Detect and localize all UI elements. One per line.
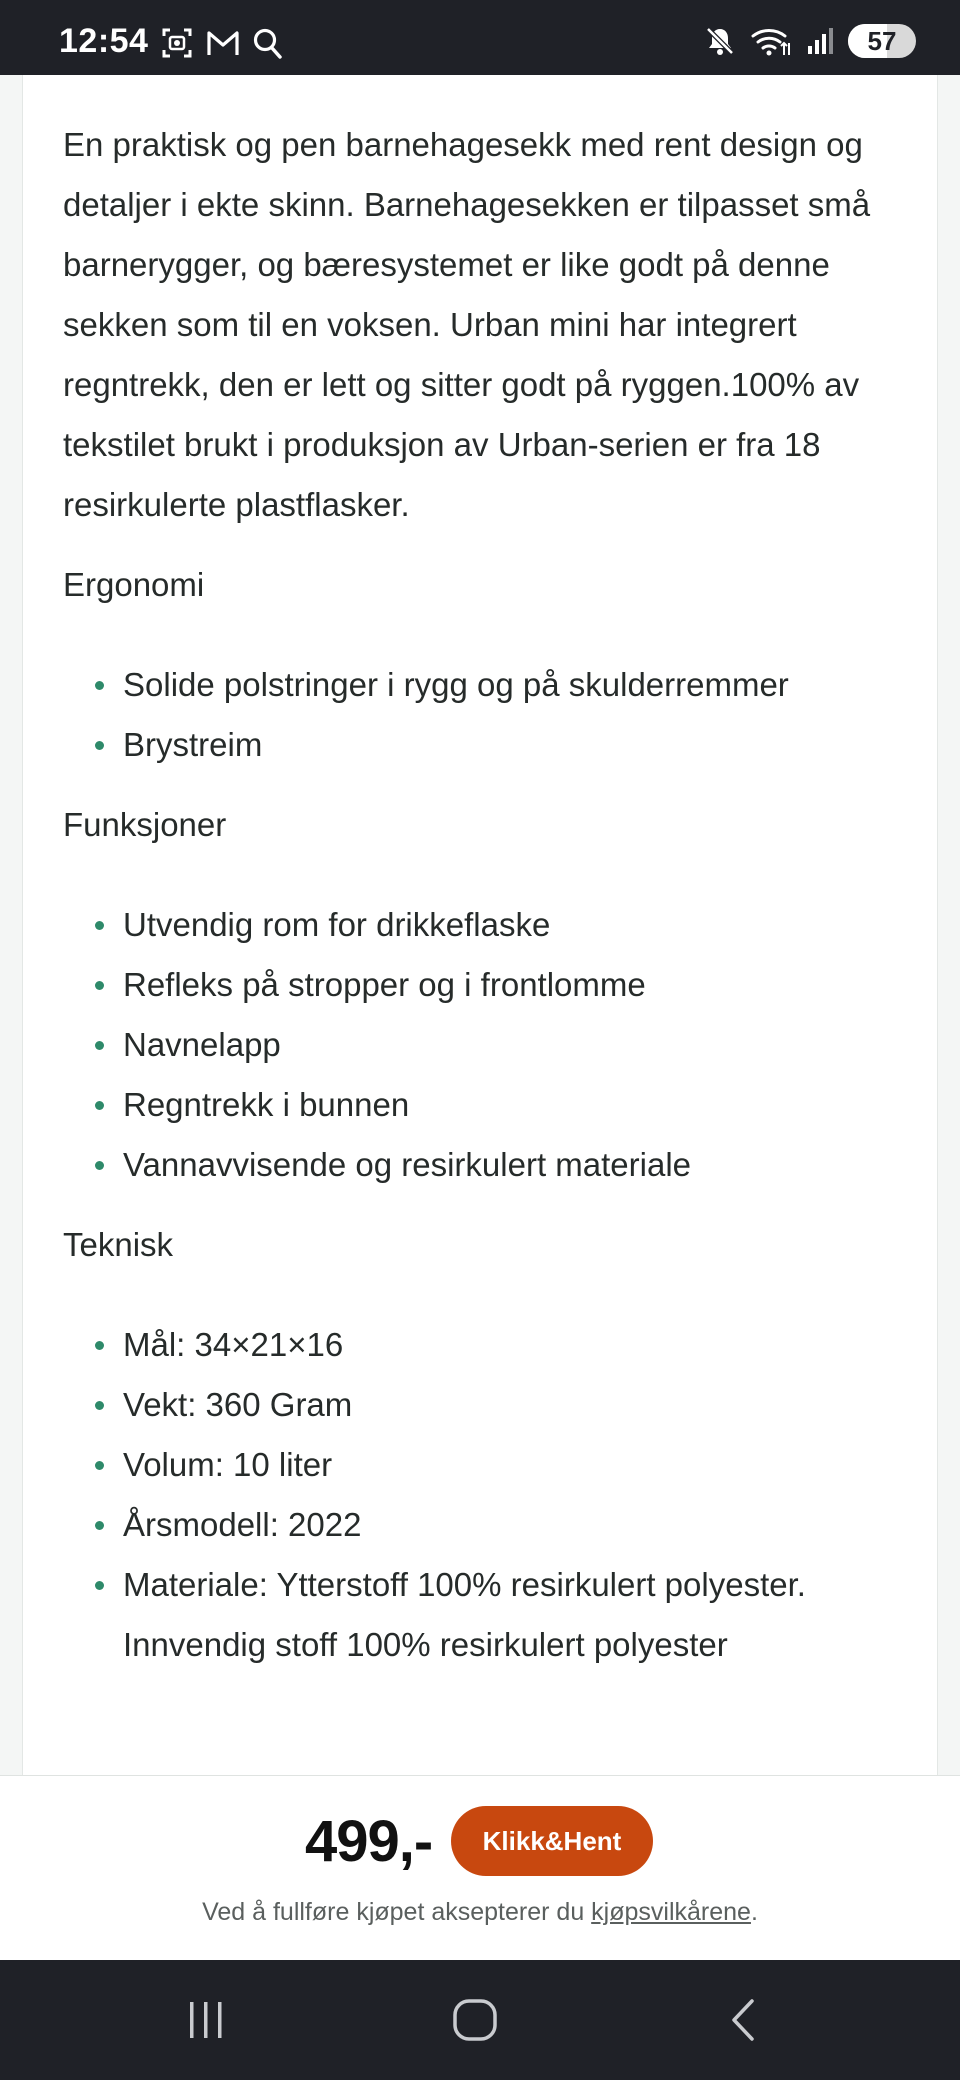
terms-period: . [750,1898,758,1926]
list-item: Refleks på stropper og i frontlomme [63,955,913,1015]
section-heading-teknisk: Teknisk [63,1226,174,1263]
list-item: Vekt: 360 Gram [63,1375,913,1435]
list-item: Vannavvisende og resirkulert materiale [63,1135,913,1195]
list-item: Brystreim [63,715,913,775]
list-item: Årsmodell: 2022 [63,1495,913,1555]
status-bar [0,0,960,75]
mute-icon [704,25,736,57]
list-item: Volum: 10 liter [63,1435,913,1495]
teknisk-list [63,1315,913,1675]
search-icon [252,27,282,59]
battery-icon [848,24,916,58]
list-item: Utvendig rom for drikkeflaske [63,895,913,955]
section-heading-funksjoner: Funksjoner [63,806,227,843]
navigation-bar [0,1960,960,2080]
list-item: Regntrekk i bunnen [63,1075,913,1135]
product-description-card [22,75,938,1775]
terms-text: Ved å fullføre kjøpet aksepterer du [202,1898,592,1926]
status-notification-icons [160,26,282,60]
list-item: Materiale: Ytterstoff 100% resirkulert polyester. Innvendig stoff 100% resirkulert polyester [63,1555,913,1675]
klikk-og-hent-button[interactable]: Klikk&Hent [451,1806,653,1876]
wifi-icon [750,25,792,57]
back-icon[interactable] [714,1990,774,2050]
screenshot-icon [160,26,194,60]
list-item: Mål: 34×21×16 [63,1315,913,1375]
gmail-icon [206,28,240,58]
ergonomi-list [63,655,913,775]
section-heading-ergonomi: Ergonomi [63,566,205,603]
status-system-icons [704,24,916,58]
battery-percent: 57 [867,25,897,56]
status-time: 12:54 [59,22,149,60]
funksjoner-list [63,895,913,1195]
list-item: Navnelapp [63,1015,913,1075]
list-item: Solide polstringer i rygg og på skulderremmer [63,655,913,715]
recent-apps-icon[interactable] [176,1990,236,2050]
purchase-bar [0,1775,960,1960]
home-icon[interactable] [445,1990,505,2050]
product-description [63,115,913,1695]
product-price: 499,- [305,1809,433,1874]
signal-icon [806,26,834,56]
description-intro: En praktisk og pen barnehagesekk med rent design og detaljer i ekte skinn. Barnehagesekken er tilpasset små barnerygger, og bæresystemet er like godt på denne sekken som til en voksen. Urban mini har integrert regntrekk, den er lett og sitter godt på ryggen.100% av tekstilet brukt i produksjon av Urban-serien er fra 18 resirkulerte plastflasker. [63,126,871,523]
purchase-terms [0,1898,960,1927]
terms-link[interactable]: kjøpsvilkårene [591,1898,751,1926]
